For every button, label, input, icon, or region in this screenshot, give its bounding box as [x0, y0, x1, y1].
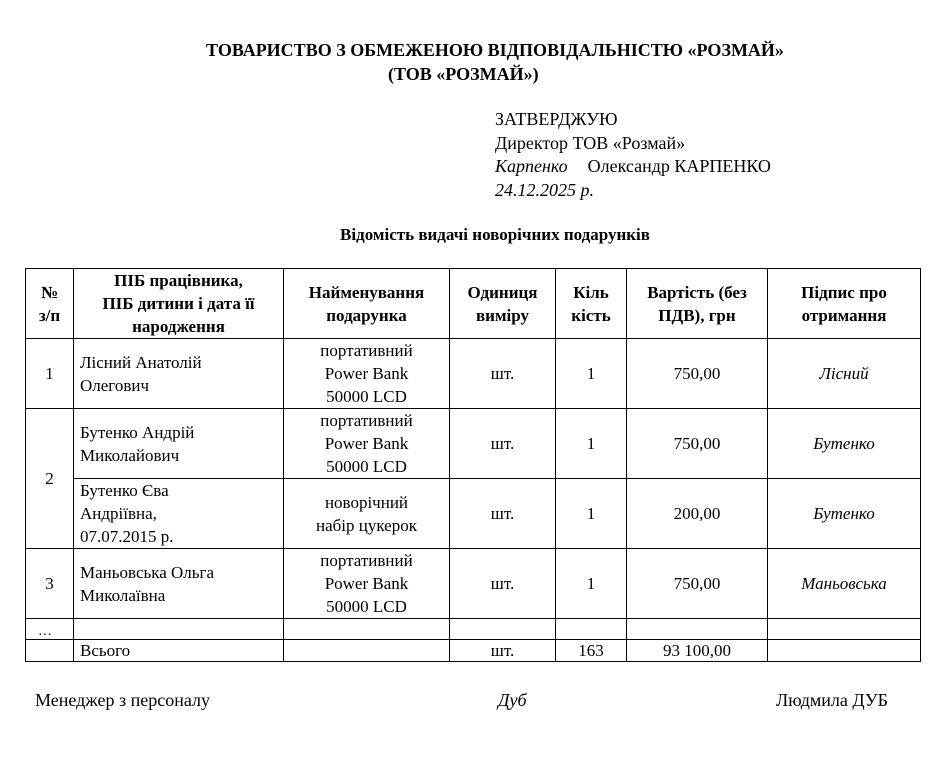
empty-cell	[450, 619, 556, 640]
approver-name: Олександр КАРПЕНКО	[587, 156, 771, 176]
cell-gift: портативний Power Bank 50000 LCD	[284, 339, 450, 409]
header-signature: Підпис про отримання	[768, 269, 921, 339]
total-row	[26, 640, 921, 662]
cell-name: Маньовська Ольга Миколаївна	[74, 549, 284, 619]
empty-cell	[284, 619, 450, 640]
cell-signature: Бутенко	[768, 409, 921, 479]
empty-cell	[74, 619, 284, 640]
empty-cell	[627, 619, 768, 640]
empty-cell	[26, 640, 74, 662]
header-unit: Одиниця виміру	[450, 269, 556, 339]
cell-num: 1	[26, 339, 74, 409]
cell-name: Бутенко Єва Андріївна, 07.07.2015 р.	[74, 479, 284, 549]
cell-unit: шт.	[450, 479, 556, 549]
cell-gift: портативний Power Bank 50000 LCD	[284, 549, 450, 619]
document-title: Відомість видачі новорічних подарунків	[340, 225, 650, 244]
approver-signature: Карпенко	[495, 156, 568, 176]
header-qty: Кіль кість	[556, 269, 627, 339]
cell-num: 2	[26, 409, 74, 549]
organization-short-name: (ТОВ «РОЗМАЙ»)	[388, 64, 539, 84]
cell-qty: 1	[556, 479, 627, 549]
footer-position: Менеджер з персоналу	[35, 690, 210, 710]
header-names: ПІБ працівника, ПІБ дитини і дата її народження	[74, 269, 284, 339]
footer-signature: Дуб	[498, 690, 527, 710]
ellipsis-row	[26, 619, 921, 640]
cell-qty: 1	[556, 549, 627, 619]
cell-num: 3	[26, 549, 74, 619]
total-qty: 163	[556, 640, 627, 662]
approver-position: Директор ТОВ «Розмай»	[495, 132, 686, 153]
total-cost: 93 100,00	[627, 640, 768, 662]
cell-unit: шт.	[450, 339, 556, 409]
total-label: Всього	[74, 640, 284, 662]
empty-cell	[284, 640, 450, 662]
cell-signature: Маньовська	[768, 549, 921, 619]
organization-full-name: ТОВАРИСТВО З ОБМЕЖЕНОЮ ВІДПОВІДАЛЬНІСТЮ «РОЗМАЙ»	[206, 40, 784, 60]
cell-name: Бутенко Андрій Миколайович	[74, 409, 284, 479]
cell-gift: портативний Power Bank 50000 LCD	[284, 409, 450, 479]
approval-date: 24.12.2025 р.	[495, 179, 594, 200]
empty-cell	[768, 619, 921, 640]
cell-signature: Лісний	[768, 339, 921, 409]
cell-qty: 1	[556, 409, 627, 479]
table-row	[26, 549, 921, 619]
cell-cost: 200,00	[627, 479, 768, 549]
table-row	[26, 409, 921, 479]
table-row	[26, 339, 921, 409]
table-header-row	[26, 269, 921, 339]
approver-signature-line	[495, 155, 771, 179]
ellipsis-cell: …	[26, 619, 74, 640]
empty-cell	[556, 619, 627, 640]
header-gift: Найменування подарунка	[284, 269, 450, 339]
cell-unit: шт.	[450, 549, 556, 619]
cell-cost: 750,00	[627, 409, 768, 479]
cell-qty: 1	[556, 339, 627, 409]
cell-gift: новорічний набір цукерок	[284, 479, 450, 549]
table-row	[26, 479, 921, 549]
empty-cell	[768, 640, 921, 662]
cell-unit: шт.	[450, 409, 556, 479]
header-cost: Вартість (без ПДВ), грн	[627, 269, 768, 339]
gifts-table	[25, 268, 921, 662]
cell-name: Лісний Анатолій Олегович	[74, 339, 284, 409]
approval-block	[495, 108, 771, 202]
approval-stamp: ЗАТВЕРДЖУЮ	[495, 109, 618, 129]
total-unit: шт.	[450, 640, 556, 662]
cell-cost: 750,00	[627, 549, 768, 619]
cell-signature: Бутенко	[768, 479, 921, 549]
footer-name: Людмила ДУБ	[776, 690, 888, 710]
header-num: № з/п	[26, 269, 74, 339]
cell-cost: 750,00	[627, 339, 768, 409]
